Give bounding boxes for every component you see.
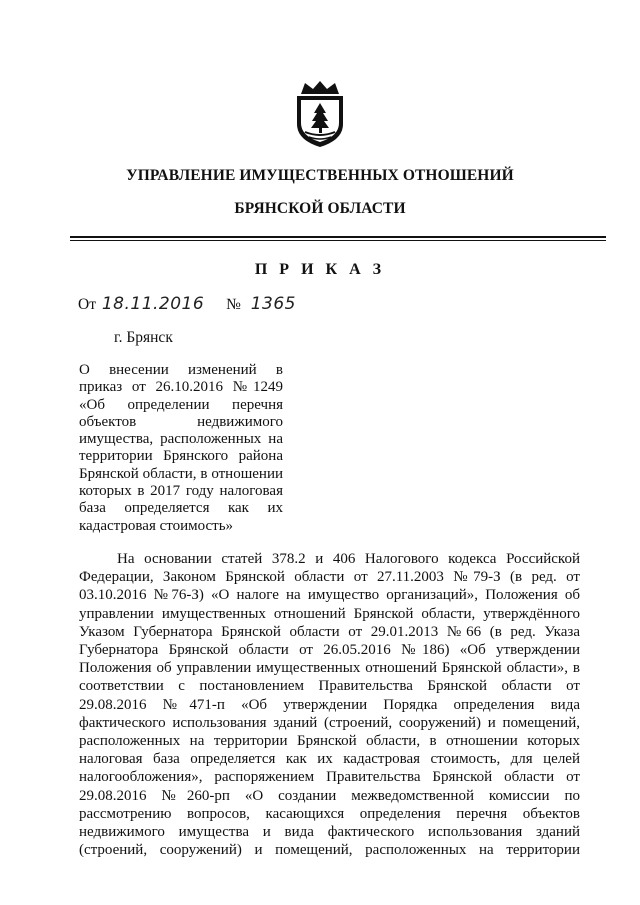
document-title: П Р И К А З — [254, 261, 386, 278]
body-line: На основании статей 378.2 и 406 Налогового кодекса Российской — [117, 551, 580, 567]
body-line: Указом Губернатора Брянской области от 29.01.2013 №66 (в ред. Указа — [79, 623, 580, 640]
organization-name-line2: БРЯНСКОЙ ОБЛАСТИ — [234, 200, 406, 217]
body-line: 29.08.2016 №260-рп «О создании межведомственной комиссии по — [79, 787, 580, 804]
subject-line: база определяется как их — [79, 500, 283, 517]
body-line: 03.10.2016 №76-З) «О налоге на имущество организаций», Положения об — [79, 587, 580, 604]
body-line: расположенных на территории Брянской области, в отношении которых — [79, 733, 580, 750]
date-value: 18.11.2016 — [101, 294, 205, 314]
body-line: Положения об управлении имущественных отношений Брянской области», в — [79, 660, 580, 677]
subject-line: кадастровая стоимость» — [79, 517, 234, 534]
subject-line: имущества, расположенных на — [79, 431, 283, 448]
date-prefix: От — [78, 296, 96, 313]
body-line: недвижимого имущества и вида фактического использования зданий — [79, 824, 580, 841]
body-line: Губернатора Брянской области от 26.05.2016 №186) «Об утверждении — [79, 642, 580, 659]
number-value: 1365 — [250, 294, 296, 314]
subject-line: приказ от 26.10.2016 №1249 — [79, 379, 283, 396]
body-line: соответствии с постановлением Правительства Брянской области от — [79, 678, 580, 695]
city: г. Брянск — [114, 329, 173, 346]
body-line: рассмотрению вопросов, касающихся определения перечня объектов — [79, 805, 580, 822]
subject-line: Брянской области, в отношении — [79, 465, 283, 482]
body-line: налогообложения», распоряжением Правительства Брянской области от — [79, 769, 580, 786]
organization-name-line1: УПРАВЛЕНИЕ ИМУЩЕСТВЕННЫХ ОТНОШЕНИЙ — [126, 167, 514, 184]
body-line: 29.08.2016 №471-п «Об утверждении Порядка определения вида — [79, 696, 580, 713]
header-divider-thick — [70, 236, 606, 238]
date-number-line — [78, 294, 296, 314]
subject-line: которых в 2017 году налоговая — [79, 483, 283, 500]
subject-line: объектов недвижимого — [79, 413, 283, 430]
number-prefix: № — [226, 296, 241, 313]
subject-line: «Об определении перечня — [79, 396, 283, 413]
body-line: Федерации, Законом Брянской области от 27.11.2003 №79-З (в ред. от — [79, 569, 580, 586]
subject-line: О внесении изменений в — [79, 362, 283, 378]
bryansk-coat-of-arms-icon — [291, 80, 349, 148]
body-line: фактического использования зданий (строений, сооружений) и помещений, — [79, 714, 580, 731]
subject-line: территории Брянского района — [79, 448, 283, 465]
body-line: управлении имущественных отношений Брянской области, утверждённого — [79, 605, 580, 622]
header-divider-thin — [70, 240, 606, 241]
body-line: налоговая база определяется как их кадастровая стоимость, для целей — [79, 751, 580, 768]
subject-block — [79, 362, 283, 535]
body-line: (строений, сооружений) и помещений, расположенных на территории — [79, 842, 580, 859]
body-text — [79, 550, 580, 859]
